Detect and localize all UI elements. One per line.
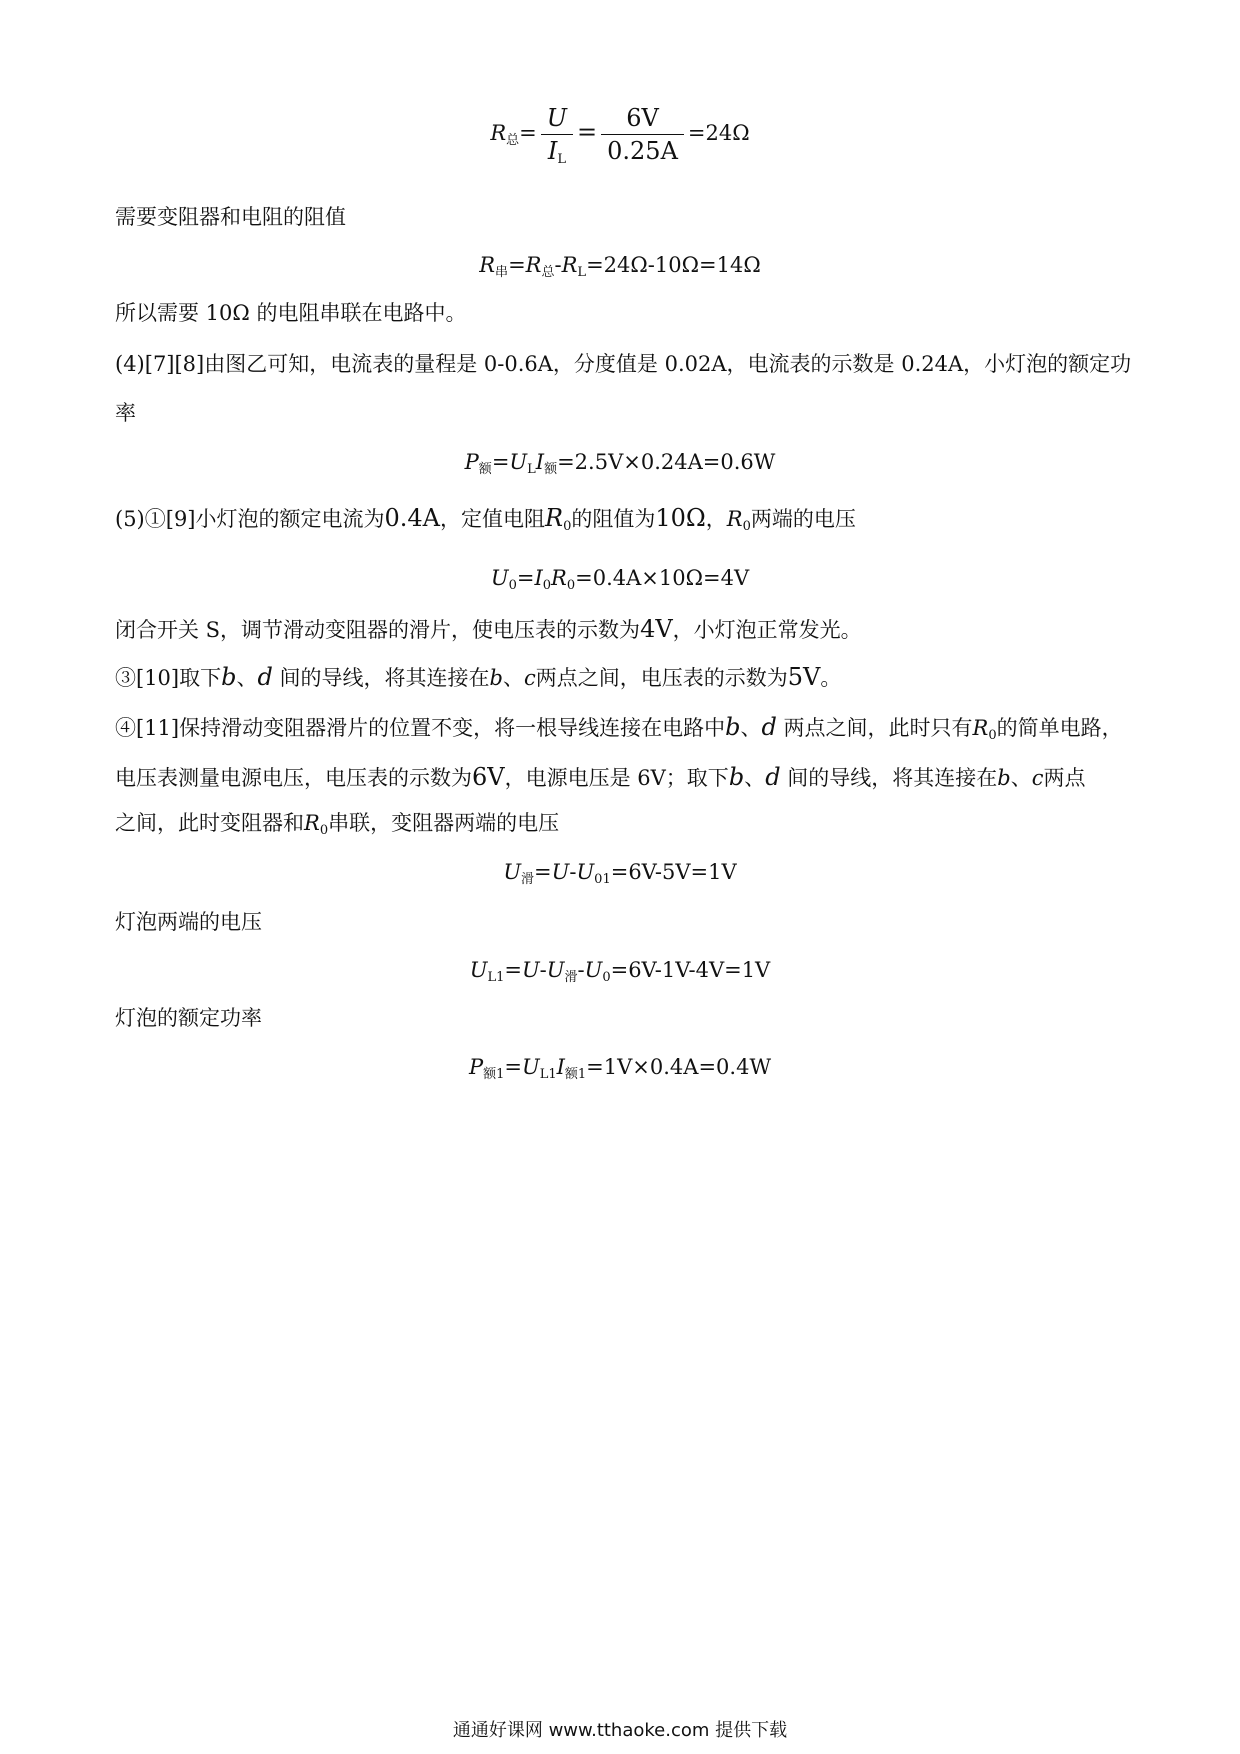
eq-result: =0.4A×10Ω=4V (575, 566, 750, 590)
text-span: 两点之间，此时只有 (776, 716, 973, 740)
eq-symbol: U (584, 958, 603, 982)
eq-symbol: U (521, 958, 540, 982)
fraction-numerator: U (541, 102, 573, 135)
point-label: d (761, 713, 777, 741)
text-span: 两点之间，电压表的示数为 (535, 666, 788, 690)
paragraph-part4-line1: (4)[7][8]由图乙可知，电流表的量程是 0-0.6A，分度值是 0.02A，电流表的示数是 0.24A，小灯泡的额定功 (115, 352, 1132, 376)
point-label: d (257, 663, 273, 691)
eq-symbol: I (556, 1055, 565, 1079)
eq-subscript: 0 (542, 578, 552, 593)
point-label: b (221, 663, 237, 691)
value-span: 5V (787, 663, 821, 691)
eq-symbol: U (521, 1055, 540, 1079)
eq-symbol: U (509, 450, 528, 474)
eq-subscript: 滑 (564, 970, 578, 985)
text-span: ④[11]保持滑动变阻器滑片的位置不变，将一根导线连接在电路中 (115, 716, 726, 740)
text-span: 、 (740, 716, 762, 740)
paragraph-part5 (115, 503, 856, 534)
eq-subscript: L1 (539, 1067, 557, 1082)
fraction-u-over-il (541, 102, 573, 167)
eq-text: - (577, 958, 585, 982)
equation-u-slide (0, 857, 1240, 887)
fraction-denominator: I (547, 137, 558, 165)
eq-symbol: P (464, 450, 479, 474)
equation-ul1 (0, 955, 1240, 985)
eq-symbol: R (972, 716, 989, 740)
point-label: b (725, 713, 741, 741)
eq-result: =2.5V×0.24A=0.6W (557, 450, 776, 474)
paragraph-lamp-voltage: 灯泡两端的电压 (115, 910, 262, 934)
eq-result: =24Ω (687, 121, 750, 145)
eq-text: = (516, 566, 535, 590)
eq-symbol: R (490, 121, 507, 145)
page-footer: 通通好课网 www.tthaoke.com 提供下载 (452, 1720, 788, 1741)
eq-result: =24Ω-10Ω=14Ω (586, 253, 761, 277)
text-span: ， (705, 507, 727, 531)
text-span: ③[10]取下 (115, 666, 222, 690)
eq-symbol: U (546, 958, 565, 982)
paragraph-step4-line1 (115, 712, 1123, 743)
value-span: 0.4A (384, 504, 440, 532)
eq-symbol: R (304, 811, 320, 835)
paragraph-need-resistance: 需要变阻器和电阻的阻值 (115, 205, 346, 229)
eq-subscript: 总 (541, 265, 555, 280)
eq-symbol: R (479, 253, 496, 277)
eq-result: =1V×0.4A=0.4W (586, 1055, 772, 1079)
point-label: d (765, 763, 781, 791)
paragraph-lamp-power: 灯泡的额定功率 (115, 1006, 262, 1030)
text-span: 两点 (1043, 766, 1086, 790)
text-span: 的简单电路， (996, 716, 1123, 740)
text-span: (5)①[9]小灯泡的额定电流为 (115, 507, 385, 531)
text-span: 。 (820, 666, 842, 690)
eq-text: = (491, 450, 510, 474)
eq-subscript: 0 (508, 578, 517, 593)
eq-text: - (569, 860, 577, 884)
fraction-numerator: 6V (601, 102, 684, 135)
eq-subscript: 额 (544, 462, 558, 477)
eq-result: =6V-1V-4V=1V (610, 958, 771, 982)
text-span: ，小灯泡正常发光。 (672, 618, 862, 642)
text-span: 之间，此时变阻器和 (115, 811, 304, 835)
text-span: ，定值电阻 (440, 507, 545, 531)
text-span: 的阻值为 (571, 507, 656, 531)
eq-subscript: 0 (742, 519, 751, 534)
paragraph-part4-line2: 率 (115, 401, 136, 425)
eq-subscript: L (577, 265, 587, 280)
eq-subscript: L (557, 152, 566, 167)
eq-subscript: L1 (487, 970, 505, 985)
paragraph-step4-line3 (115, 808, 559, 838)
equation-total-resistance (0, 96, 1240, 169)
eq-subscript: 01 (594, 872, 611, 887)
value-span: 4V (640, 615, 673, 643)
text-span: 电压表测量电源电压，电压表的示数为 (115, 766, 472, 790)
paragraph-close-switch (115, 614, 862, 645)
point-label: c (524, 666, 536, 690)
text-span: 两端的电压 (750, 507, 856, 531)
point-label: b (997, 766, 1011, 790)
eq-symbol: R (561, 253, 578, 277)
text-span: 、 (503, 666, 524, 690)
fraction-6v-over-025a (601, 102, 684, 167)
eq-symbol: U (469, 958, 488, 982)
paragraph-step4-line2 (115, 762, 1085, 793)
equation-series-resistance (0, 250, 1240, 280)
eq-text: - (539, 958, 547, 982)
text-span: 串联，变阻器两端的电压 (328, 811, 560, 835)
equation-rated-power (0, 447, 1240, 477)
text-span: ，电源电压是 6V；取下 (504, 766, 729, 790)
eq-text: = (534, 860, 552, 884)
text-span: 间的导线，将其连接在 (272, 666, 490, 690)
point-label: c (1031, 766, 1044, 790)
paragraph-so-need: 所以需要 10Ω 的电阻串联在电路中。 (115, 301, 467, 325)
point-label: b (728, 763, 745, 791)
eq-text: = (519, 121, 537, 145)
eq-text: = (508, 253, 526, 277)
eq-subscript: L (527, 462, 536, 477)
eq-symbol: R (525, 253, 542, 277)
equation-p1 (0, 1052, 1240, 1082)
eq-symbol: R (726, 507, 743, 531)
eq-subscript: 0 (566, 578, 576, 593)
eq-text: = (577, 118, 598, 146)
equation-u0 (0, 563, 1240, 593)
eq-subscript: 0 (319, 823, 329, 838)
value-span: 6V (472, 763, 505, 791)
eq-symbol: R (551, 566, 567, 590)
eq-subscript: 总 (506, 133, 520, 148)
point-label: b (489, 666, 503, 690)
eq-subscript: 0 (563, 519, 572, 534)
text-span: 、 (744, 766, 766, 790)
eq-symbol: U (576, 860, 595, 884)
eq-symbol: P (468, 1055, 484, 1079)
eq-subscript: 额1 (564, 1067, 587, 1082)
paragraph-step3 (115, 662, 841, 693)
eq-text: - (554, 253, 562, 277)
text-span: 闭合开关 S，调节滑动变阻器的滑片，使电压表的示数为 (115, 618, 641, 642)
eq-symbol: U (490, 566, 509, 590)
eq-symbol: R (545, 504, 564, 532)
eq-symbol: U (503, 860, 522, 884)
eq-subscript: 0 (602, 970, 611, 985)
eq-text: = (504, 958, 522, 982)
eq-result: =6V-5V=1V (610, 860, 737, 884)
value-span: 10Ω (655, 504, 706, 532)
text-span: 、 (236, 666, 258, 690)
eq-subscript: 额 (478, 462, 492, 477)
eq-symbol: I (534, 566, 543, 590)
eq-subscript: 串 (495, 265, 509, 280)
text-span: 、 (1010, 766, 1032, 790)
fraction-denominator: 0.25A (607, 137, 678, 165)
eq-symbol: I (535, 450, 545, 474)
eq-subscript: 滑 (521, 872, 535, 887)
text-span: 间的导线，将其连接在 (780, 766, 998, 790)
eq-subscript: 0 (988, 728, 997, 743)
eq-symbol: U (551, 860, 570, 884)
eq-subscript: 额1 (483, 1067, 505, 1082)
eq-text: = (504, 1055, 522, 1079)
